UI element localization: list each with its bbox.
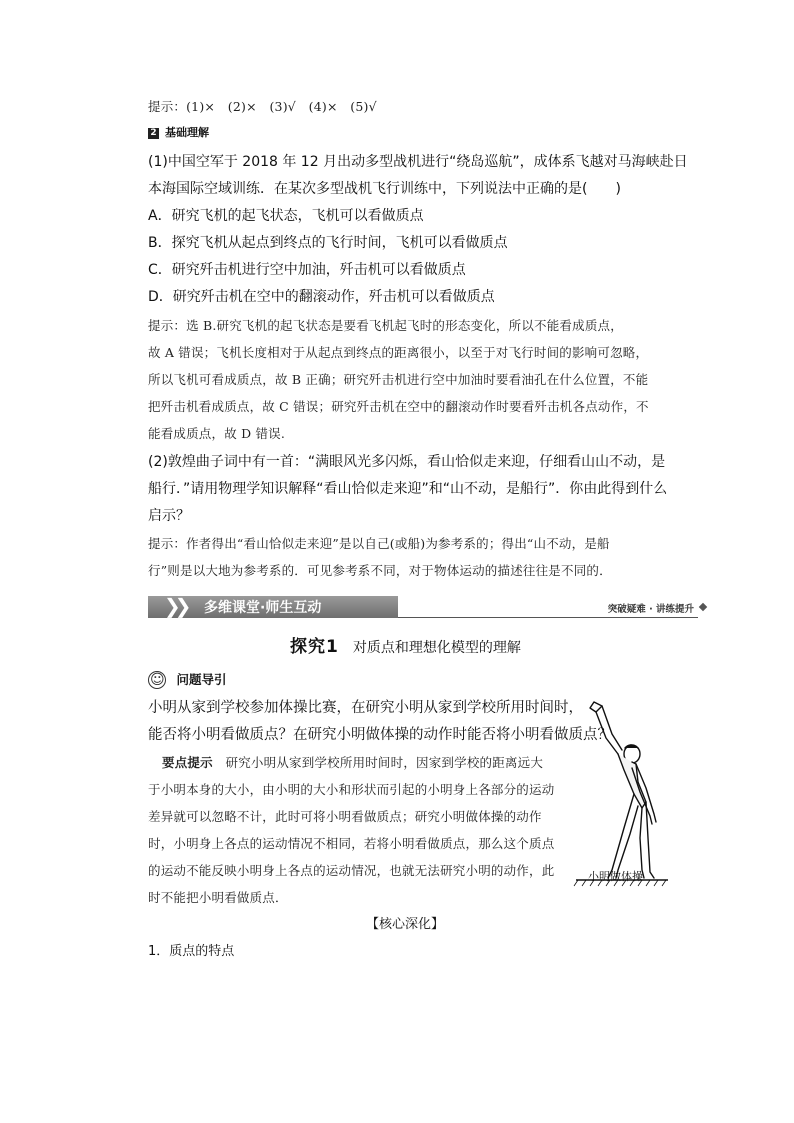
q1-hint-line: 把歼击机看成质点，故 C 错误；研究歼击机在空中的翻滚动作时要看歼击机各点动作，不 [148, 399, 649, 414]
double-chevron-icon: ❯❯ [164, 594, 186, 618]
guide-header [148, 669, 226, 691]
core-heading: 【核心深化】 [366, 917, 445, 932]
key-hint-line: 时不能把小明看做质点． [148, 890, 288, 905]
q1-option-c: C．研究歼击机进行空中加油，歼击机可以看做质点 [148, 262, 466, 278]
guide-question-line: 能否将小明看做质点？在研究小明做体操的动作时能否将小明看做质点？ [148, 727, 612, 743]
explore-number: 探究1 [290, 637, 339, 657]
section-number-icon: 2 [148, 128, 159, 139]
item-1: 1．质点的特点 [148, 944, 235, 959]
q1-option-b: B．探究飞机从起点到终点的飞行时间，飞机可以看做质点 [148, 235, 508, 251]
key-hint-line: 时，小明身上各点的运动情况不相同，若将小明看做质点，那么这个质点 [148, 836, 555, 851]
figure-caption: 小明做体操 [588, 870, 643, 883]
q2-stem-line: 启示？ [148, 508, 190, 524]
section-label: 基础理解 [165, 126, 209, 139]
q1-stem-line1: (1)中国空军于 2018 年 12 月出动多型战机进行“绕岛巡航”，成体系飞越对马海峡赴日 [148, 154, 688, 170]
q1-stem-line2: 本海国际空域训练．在某次多型战机飞行训练中，下列说法中正确的是( ) [148, 181, 621, 197]
diamond-icon [699, 603, 707, 611]
q2-stem-line: (2)敦煌曲子词中有一首：“满眼风光多闪烁，看山恰似走来迎，仔细看山山不动，是 [148, 454, 666, 470]
banner-subtitle: 突破疑难 · 讲练提升 [607, 604, 694, 615]
answer-hints: 提示：(1)× (2)× (3)√ (4)× (5)√ [148, 99, 377, 114]
key-hint-line: 于小明本身的大小，由小明的大小和形状而引起的小明身上各部分的运动 [148, 782, 555, 797]
explore-topic: 对质点和理想化模型的理解 [352, 640, 521, 656]
section-header [148, 122, 209, 144]
key-hint-line: 要点提示 研究小明从家到学校所用时间时，因家到学校的距离远大 [162, 755, 544, 770]
banner-title: 多维课堂·师生互动 [204, 600, 322, 616]
q1-option-d: D．研究歼击机在空中的翻滚动作，歼击机可以看做质点 [148, 289, 495, 305]
q1-hint-line: 所以飞机可看成质点，故 B 正确；研究歼击机进行空中加油时要看油孔在什么位置，不能 [148, 372, 649, 387]
q2-hint-line: 行”则是以大地为参考系的．可见参考系不同，对于物体运动的描述往往是不同的． [148, 563, 612, 578]
section-banner [148, 592, 708, 618]
explore-title [290, 632, 521, 657]
gymnastics-figure [572, 698, 672, 888]
q1-hint-line: 提示：选 B.研究飞机的起飞状态是要看飞机起飞时的形态变化，所以不能看成质点， [148, 318, 623, 333]
q1-hint-line: 能看成质点，故 D 错误. [148, 426, 286, 441]
q1-option-a: A．研究飞机的起飞状态，飞机可以看做质点 [148, 208, 424, 224]
q2-hint-line: 提示：作者得出“看山恰似走来迎”是以自己(或船)为参考系的；得出“山不动，是船 [148, 536, 610, 551]
q2-stem-line: 船行．”请用物理学知识解释“看山恰似走来迎”和“山不动，是船行”．你由此得到什么 [148, 481, 668, 497]
key-hint-line: 差异就可以忽略不计，此时可将小明看做质点；研究小明做体操的动作 [148, 809, 542, 824]
banner-rule [398, 617, 698, 618]
guide-label: 问题导引 [176, 672, 227, 687]
q1-hint-line: 故 A 错误；飞机长度相对于从起点到终点的距离很小，以至于对飞行时间的影响可忽略， [148, 345, 649, 360]
smiley-icon [148, 671, 166, 689]
guide-question-line: 小明从家到学校参加体操比赛，在研究小明从家到学校所用时间时， [148, 700, 583, 716]
key-hint-line: 的运动不能反映小明身上各点的运动情况，也就无法研究小明的动作，此 [148, 863, 555, 878]
